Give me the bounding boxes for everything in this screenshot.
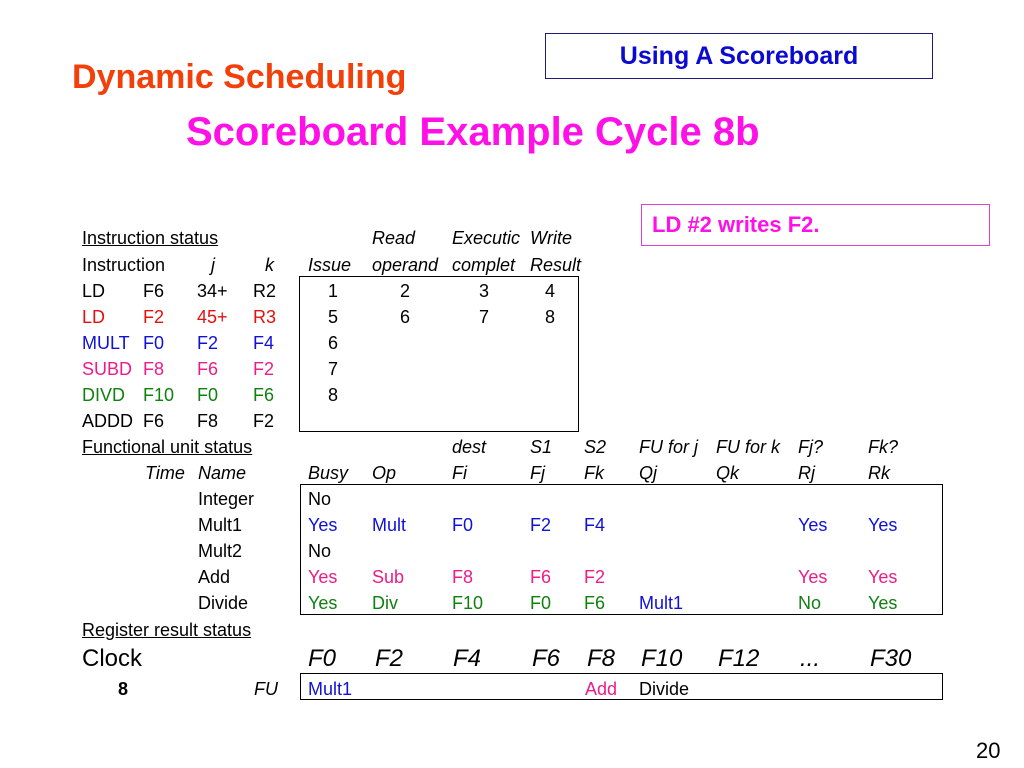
register-f2: F2 bbox=[375, 645, 404, 672]
fk-ready-header-top: Fk? bbox=[868, 437, 899, 457]
instr-read: 2 bbox=[399, 281, 410, 301]
fu-fi: F8 bbox=[452, 567, 474, 587]
instr-op: SUBD bbox=[82, 359, 133, 379]
instr-j: F8 bbox=[197, 411, 219, 431]
register-fu-f0: Mult1 bbox=[308, 679, 353, 699]
instr-exec: 7 bbox=[478, 307, 489, 327]
qk-column-header: Qk bbox=[716, 463, 740, 483]
register-fu-f10: Divide bbox=[639, 679, 690, 699]
fu-op: Mult bbox=[372, 515, 407, 535]
fu-rk: Yes bbox=[868, 515, 898, 535]
fk-column-header: Fk bbox=[584, 463, 604, 483]
register-f0: F0 bbox=[308, 645, 337, 672]
instr-j: F0 bbox=[197, 385, 219, 405]
instr-j: F2 bbox=[197, 333, 219, 353]
name-column-header: Name bbox=[198, 463, 247, 483]
instr-issue: 6 bbox=[327, 333, 338, 353]
rk-column-header: Rk bbox=[868, 463, 890, 483]
register-ellipsis: ... bbox=[800, 645, 821, 672]
instr-k: R2 bbox=[253, 281, 277, 301]
functional-unit-status-heading: Functional unit status bbox=[82, 437, 253, 457]
register-f6: F6 bbox=[532, 645, 561, 672]
fu-fk: F6 bbox=[584, 593, 606, 613]
instr-dest: F6 bbox=[143, 281, 165, 301]
instr-dest: F0 bbox=[143, 333, 165, 353]
clock-label: Clock bbox=[82, 645, 143, 672]
topic-label: Using A Scoreboard bbox=[545, 33, 933, 79]
fu-rj: No bbox=[798, 593, 822, 613]
j-column-header: j bbox=[211, 255, 215, 275]
issue-column-header: Issue bbox=[308, 255, 352, 275]
rj-column-header: Rj bbox=[798, 463, 815, 483]
qj-column-header: Qj bbox=[639, 463, 657, 483]
fu-name: Mult2 bbox=[198, 541, 243, 561]
instr-issue: 1 bbox=[327, 281, 338, 301]
exec-complete-column-header: complet bbox=[452, 255, 516, 275]
instr-k: R3 bbox=[253, 307, 277, 327]
instr-issue: 8 bbox=[327, 385, 338, 405]
time-column-header: Time bbox=[145, 463, 185, 483]
op-column-header: Op bbox=[372, 463, 397, 483]
instr-dest: F8 bbox=[143, 359, 165, 379]
page-number: 20 bbox=[976, 738, 1001, 763]
instr-op: LD bbox=[82, 281, 106, 301]
clock-value: 8 bbox=[118, 679, 129, 699]
s2-header-top: S2 bbox=[584, 437, 607, 457]
fu-busy: No bbox=[308, 541, 332, 561]
instr-k: F2 bbox=[253, 359, 275, 379]
instr-issue: 5 bbox=[327, 307, 338, 327]
instr-op: LD bbox=[82, 307, 106, 327]
fu-busy: Yes bbox=[308, 567, 338, 587]
register-f10: F10 bbox=[641, 645, 683, 672]
instr-issue: 7 bbox=[327, 359, 338, 379]
register-fu-f8: Add bbox=[585, 679, 618, 699]
k-column-header: k bbox=[265, 255, 274, 275]
instruction-column-header: Instruction bbox=[82, 255, 166, 275]
instr-k: F2 bbox=[253, 411, 275, 431]
fu-fj: F2 bbox=[530, 515, 552, 535]
instr-write: 4 bbox=[544, 281, 555, 301]
fu-name: Add bbox=[198, 567, 231, 587]
read-operands-column-header: operand bbox=[372, 255, 439, 275]
instr-dest: F6 bbox=[143, 411, 165, 431]
fu-op: Sub bbox=[372, 567, 405, 587]
register-result-frame bbox=[300, 673, 943, 700]
instr-read: 6 bbox=[399, 307, 410, 327]
fu-busy: Yes bbox=[308, 515, 338, 535]
fu-fj: F6 bbox=[530, 567, 552, 587]
register-f30: F30 bbox=[870, 645, 912, 672]
fu-row-label: FU bbox=[254, 679, 278, 699]
instr-k: F4 bbox=[253, 333, 275, 353]
fu-fi: F0 bbox=[452, 515, 474, 535]
dest-header-top: dest bbox=[452, 437, 487, 457]
instr-op: MULT bbox=[82, 333, 130, 353]
s1-header-top: S1 bbox=[530, 437, 553, 457]
instr-j: 45+ bbox=[197, 307, 228, 327]
busy-column-header: Busy bbox=[308, 463, 349, 483]
instr-j: F6 bbox=[197, 359, 219, 379]
instr-dest: F10 bbox=[143, 385, 175, 405]
instr-op: DIVD bbox=[82, 385, 126, 405]
instr-exec: 3 bbox=[478, 281, 489, 301]
fu-qj: Mult1 bbox=[639, 593, 684, 613]
write-result-header-top: Write bbox=[530, 228, 572, 248]
slide-subtitle: Scoreboard Example Cycle 8b bbox=[186, 110, 760, 154]
fu-op: Div bbox=[372, 593, 398, 613]
fj-ready-header-top: Fj? bbox=[798, 437, 824, 457]
fu-fk: F2 bbox=[584, 567, 606, 587]
fu-for-k-header-top: FU for k bbox=[716, 437, 781, 457]
fu-for-j-header-top: FU for j bbox=[639, 437, 699, 457]
instr-write: 8 bbox=[544, 307, 555, 327]
register-f4: F4 bbox=[453, 645, 482, 672]
fu-name: Mult1 bbox=[198, 515, 243, 535]
register-result-status-heading: Register result status bbox=[82, 620, 252, 640]
fu-fj: F0 bbox=[530, 593, 552, 613]
fu-name: Divide bbox=[198, 593, 249, 613]
fu-busy: Yes bbox=[308, 593, 338, 613]
note-callout: LD #2 writes F2. bbox=[641, 204, 990, 246]
exec-complete-header-top: Executic bbox=[452, 228, 521, 248]
fu-rj: Yes bbox=[798, 567, 828, 587]
fu-busy: No bbox=[308, 489, 332, 509]
fj-column-header: Fj bbox=[530, 463, 545, 483]
fu-rk: Yes bbox=[868, 593, 898, 613]
slide-title: Dynamic Scheduling bbox=[72, 58, 407, 96]
instruction-status-heading: Instruction status bbox=[82, 228, 219, 248]
instr-dest: F2 bbox=[143, 307, 165, 327]
fi-column-header: Fi bbox=[452, 463, 467, 483]
register-f8: F8 bbox=[587, 645, 616, 672]
instr-k: F6 bbox=[253, 385, 275, 405]
fu-fi: F10 bbox=[452, 593, 484, 613]
fu-rk: Yes bbox=[868, 567, 898, 587]
fu-rj: Yes bbox=[798, 515, 828, 535]
fu-name: Integer bbox=[198, 489, 255, 509]
register-f12: F12 bbox=[718, 645, 760, 672]
instr-j: 34+ bbox=[197, 281, 228, 301]
instr-op: ADDD bbox=[82, 411, 134, 431]
write-result-column-header: Result bbox=[530, 255, 582, 275]
read-operands-header-top: Read bbox=[372, 228, 416, 248]
fu-fk: F4 bbox=[584, 515, 606, 535]
